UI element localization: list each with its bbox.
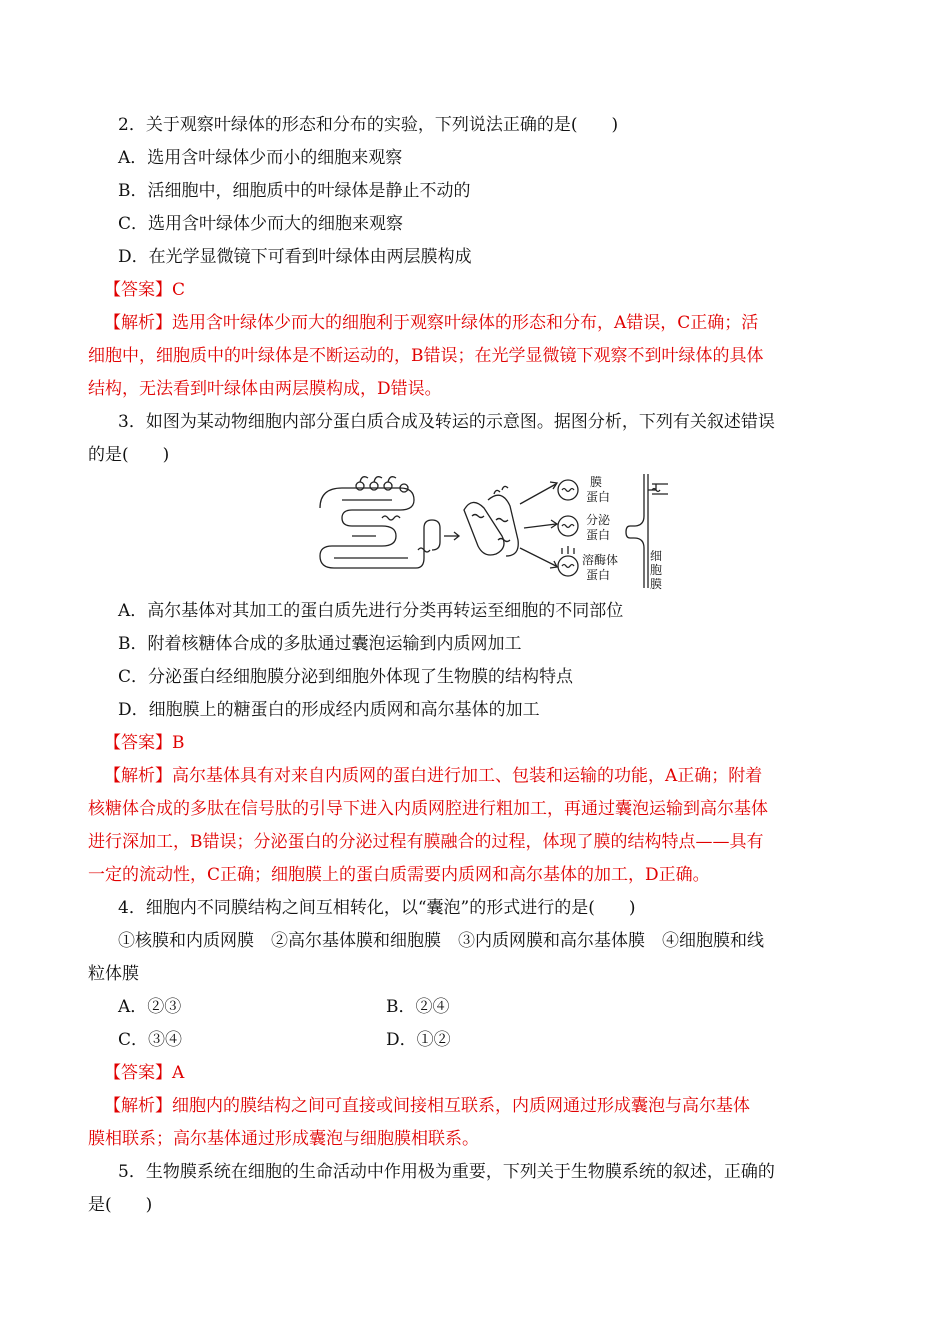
q3-option-b: B．附着核糖体合成的多肽通过囊泡运输到内质网加工	[118, 634, 522, 654]
secreted-protein-vesicle	[558, 516, 578, 536]
label-secreted-protein-2: 蛋白	[586, 528, 611, 542]
q2-analysis-line-2: 细胞中，细胞质中的叶绿体是不断运动的，B错误；在光学显微镜下观察不到叶绿体的具体	[88, 346, 764, 366]
lysosome-protein-vesicle	[558, 556, 578, 576]
answer-tag: 【答案】	[104, 733, 172, 753]
q5-stem-line-2: 是( )	[88, 1195, 153, 1215]
q3-analysis-line-2: 核糖体合成的多肽在信号肽的引导下进入内质网腔进行粗加工，再通过囊泡运输到高尔基体	[88, 799, 768, 819]
analysis-tag: 【解析】	[104, 1096, 172, 1116]
q4-analysis-line-1	[104, 1095, 750, 1117]
analysis-text: 细胞内的膜结构之间可直接或间接相互联系，内质网通过形成囊泡与高尔基体	[172, 1096, 750, 1116]
q2-option-a: A．选用含叶绿体少而小的细胞来观察	[118, 148, 403, 168]
label-cell-membrane-1: 细	[650, 549, 663, 563]
golgi-apparatus	[464, 502, 504, 555]
label-lysosome-protein-2: 蛋白	[586, 568, 611, 582]
q4-analysis-line-2: 膜相联系；高尔基体通过形成囊泡与细胞膜相联系。	[88, 1129, 479, 1149]
label-cell-membrane-2: 胞	[650, 563, 663, 577]
q2-option-c: C．选用含叶绿体少而大的细胞来观察	[118, 214, 404, 234]
membrane-protein-vesicle	[558, 480, 578, 500]
q3-analysis-line-1	[104, 765, 762, 787]
q3-option-a: A．高尔基体对其加工的蛋白质先进行分类再转运至细胞的不同部位	[118, 601, 624, 621]
analysis-text: 选用含叶绿体少而大的细胞利于观察叶绿体的形态和分布，A错误，C正确；活	[172, 313, 759, 333]
q3-analysis-line-3: 进行深加工，B错误；分泌蛋白的分泌过程有膜融合的过程，体现了膜的结构特点——具有	[88, 832, 764, 852]
answer-value: C	[172, 280, 186, 300]
label-cell-membrane-3: 膜	[650, 577, 663, 591]
q2-option-d: D．在光学显微镜下可看到叶绿体由两层膜构成	[118, 247, 472, 267]
answer-value: B	[172, 733, 185, 753]
q2-stem: 2．关于观察叶绿体的形态和分布的实验，下列说法正确的是( )	[118, 115, 619, 135]
q2-option-b: B．活细胞中，细胞质中的叶绿体是静止不动的	[118, 181, 471, 201]
answer-tag: 【答案】	[104, 1063, 172, 1083]
label-secreted-protein-1: 分泌	[586, 513, 611, 527]
q4-items-line-2: 粒体膜	[88, 964, 139, 984]
q2-analysis-line-3: 结构，无法看到叶绿体由两层膜构成，D错误。	[88, 379, 442, 399]
analysis-tag: 【解析】	[104, 766, 172, 786]
label-membrane-protein-2: 蛋白	[586, 490, 611, 504]
q4-option-c: C．③④	[118, 1030, 183, 1050]
q4-items-line-1: ①核膜和内质网膜 ②高尔基体膜和细胞膜 ③内质网膜和高尔基体膜 ④细胞膜和线	[118, 931, 764, 951]
q4-option-a: A．②③	[118, 997, 182, 1017]
analysis-text: 高尔基体具有对来自内质网的蛋白进行加工、包装和运输的功能，A正确；附着	[172, 766, 763, 786]
protein-transport-figure	[312, 470, 672, 592]
q2-analysis-line-1	[104, 312, 758, 334]
q4-stem: 4．细胞内不同膜结构之间互相转化，以“囊泡”的形式进行的是( )	[118, 898, 636, 918]
q3-option-d: D．细胞膜上的糖蛋白的形成经内质网和高尔基体的加工	[118, 700, 540, 720]
label-lysosome-protein-1: 溶酶体	[582, 553, 619, 567]
q4-option-b: B．②④	[386, 997, 450, 1017]
analysis-tag: 【解析】	[104, 313, 172, 333]
answer-value: A	[172, 1063, 185, 1083]
q3-answer	[104, 732, 185, 754]
label-membrane-protein-1: 膜	[590, 475, 603, 489]
answer-tag: 【答案】	[104, 280, 172, 300]
q3-stem-line-1: 3．如图为某动物细胞内部分蛋白质合成及转运的示意图。据图分析，下列有关叙述错误	[118, 412, 775, 432]
q5-stem-line-1: 5．生物膜系统在细胞的生命活动中作用极为重要，下列关于生物膜系统的叙述，正确的	[118, 1162, 775, 1182]
q3-analysis-line-4: 一定的流动性，C正确；细胞膜上的蛋白质需要内质网和高尔基体的加工，D正确。	[88, 865, 710, 885]
q2-answer	[104, 279, 185, 301]
q3-option-c: C．分泌蛋白经细胞膜分泌到细胞外体现了生物膜的结构特点	[118, 667, 574, 687]
q4-answer	[104, 1062, 184, 1084]
q3-stem-line-2: 的是( )	[88, 445, 170, 465]
q4-option-d: D．①②	[386, 1030, 451, 1050]
cell-membrane-line	[626, 474, 644, 588]
